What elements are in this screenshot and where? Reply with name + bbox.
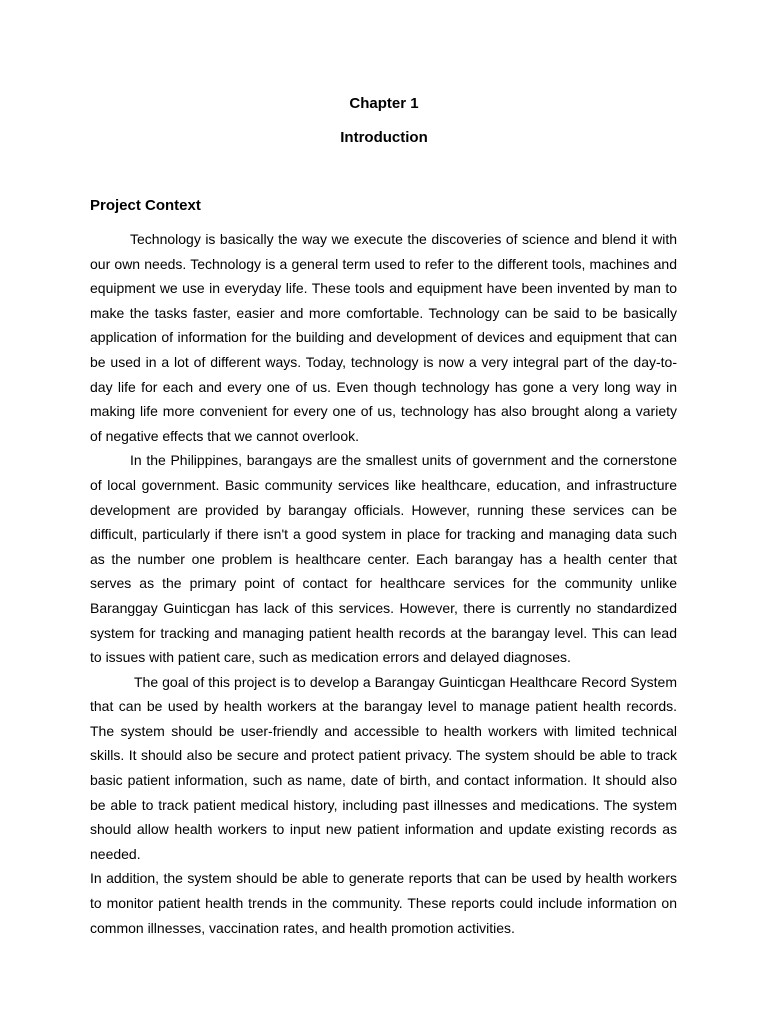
- paragraph: The goal of this project is to develop a Barangay Guinticgan Healthcare Record System that can be used by health workers at the barangay level to manage patient health records. The system should be user-friendly and accessible to health workers with limited technical skills. It should also be secure and protect patient privacy. The system should be able to track basic patient information, such as name, date of birth, and contact information. It should also be able to track patient medical history, including past illnesses and medications. The system should allow health workers to input new patient information and update existing records as needed.: [90, 673, 677, 862]
- paragraph: In addition, the system should be able to generate reports that can be used by health workers to monitor patient health trends in the community. These reports could include information on common illnesses, vaccination rates, and health promotion activities.: [90, 870, 677, 936]
- chapter-label: Chapter 1: [349, 95, 419, 112]
- paragraph: Technology is basically the way we execute the discoveries of science and blend it with our own needs. Technology is a general term used to refer to the different tools, machines and equipment we use in everyday life. These tools and equipment have been invented by man to make the tasks faster, easier and more comfortable. Technology can be said to be basically application of information for the building and development of devices and equipment that can be used in a lot of different ways. Today, technology is now a very integral part of the day-to-day life for each and every one of us. Even though technology has gone a very long way in making life more convenient for every one of us, technology has also brought along a variety of negative effects that we cannot overlook.: [90, 231, 677, 444]
- paragraph: In the Philippines, barangays are the smallest units of government and the cornerstone of local government. Basic community services like healthcare, education, and infrastructure development are provided by barangay officials. However, running these services can be difficult, particularly if there isn't a good system in place for tracking and managing data such as the number one problem is healthcare center. Each barangay has a health center that serves as the primary point of contact for healthcare services for the community unlike Baranggay Guinticgan has lack of this services. However, there is currently no standardized system for tracking and managing patient health records at the barangay level. This can lead to issues with patient care, such as medication errors and delayed diagnoses.: [90, 452, 677, 666]
- section-heading: Project Context: [90, 197, 201, 214]
- chapter-title: Introduction: [340, 129, 428, 146]
- body-text: [90, 227, 677, 940]
